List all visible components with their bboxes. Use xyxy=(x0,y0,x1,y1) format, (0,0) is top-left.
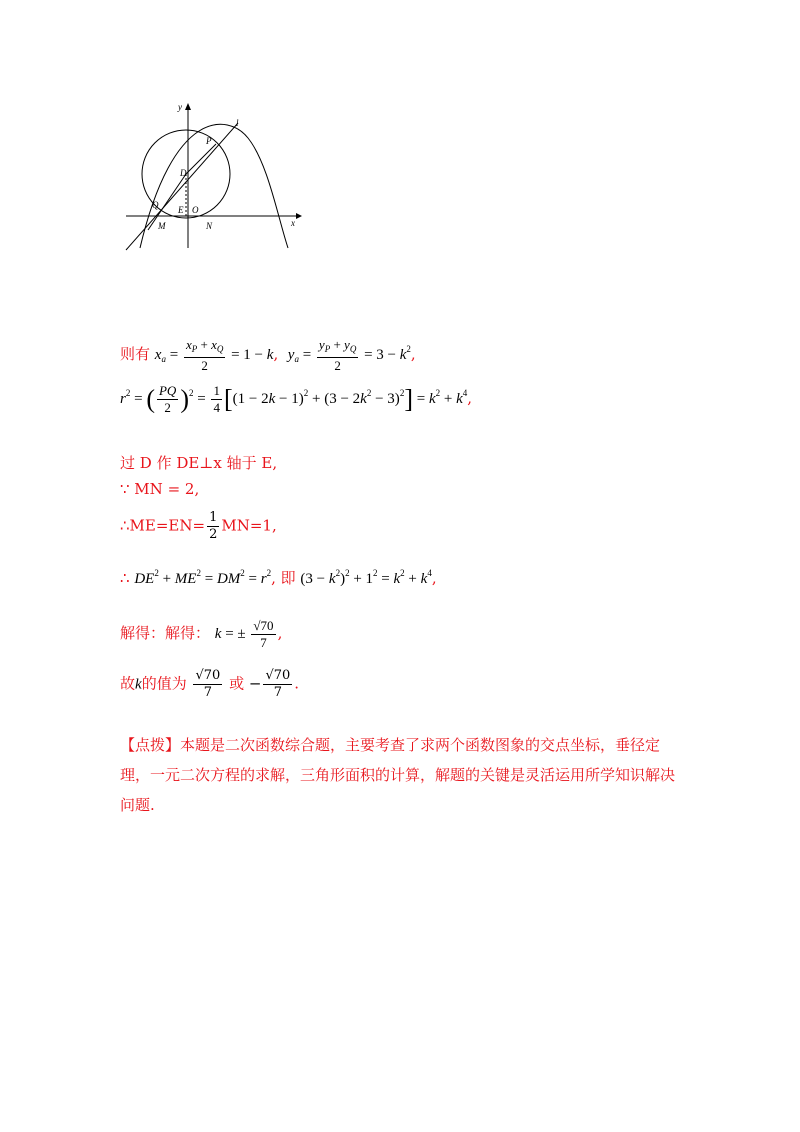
line5-prefix: ∴ME=EN= xyxy=(120,516,206,535)
formula-equation: $(3 - k^2)^2 + 1^2 = k^2 + k^4$ xyxy=(300,568,432,587)
solution-line-mn: ∵ MN = 2, xyxy=(120,480,200,498)
line5-suffix: MN=1, xyxy=(221,516,277,535)
label-x: x xyxy=(291,218,295,228)
line6-prefix: ∴ xyxy=(120,569,130,587)
formula-pythagoras: $DE^2 + ME^2 = DM^2 = r^2$ xyxy=(134,568,272,587)
solution-line-midpoint: 则有 $x_a$ = $\frac{x_P + x_Q}{2}$ = 1 − k, $y_a$ = $\frac{y_P + y_Q}{2}$ = $3 - k^2$, xyxy=(120,337,416,373)
label-y: y xyxy=(178,102,182,112)
label-d: D xyxy=(180,168,187,178)
line7-prefix: 解得：解得： xyxy=(120,623,211,642)
label-o: O xyxy=(192,205,199,215)
formula-ya: $y_a$ = $\frac{y_P + y_Q}{2}$ = $3 - k^2$ xyxy=(287,337,411,373)
y-axis-arrow-icon xyxy=(185,103,191,110)
label-q: Q xyxy=(152,200,159,210)
label-l: l xyxy=(236,118,239,128)
x-axis-arrow-icon xyxy=(296,213,302,219)
solution-line-solve: 解得：解得： k = ± $\frac{√70}{7}$ , xyxy=(120,618,283,650)
label-n: N xyxy=(206,221,213,231)
line6-mid: 即 xyxy=(280,569,296,587)
line8-mid: 的值为 xyxy=(141,674,187,693)
formula-k: k = ± $\frac{√70}{7}$ xyxy=(214,618,274,650)
label-p: P xyxy=(206,136,212,146)
line-l xyxy=(126,123,238,250)
label-m: M xyxy=(158,221,166,231)
solution-line-pythagoras: ∴ $DE^2 + ME^2 = DM^2 = r^2$, 即 $(3 - k^2)^2 + 1^2 = k^2 + k^4$, xyxy=(120,568,437,587)
geometry-figure xyxy=(118,98,308,258)
formula-xa: $x_a$ = $\frac{x_P + x_Q}{2}$ = 1 − k xyxy=(154,337,274,373)
solution-line-radius: $r^2$ = ( $\frac{PQ}{2}$ )$^2$ = $\frac{1}{4}$ $[(1 - 2k - 1)^2 + (3 - 2k^2 - 3)^2] = k^2 + k^4$, xyxy=(120,383,473,415)
line8-prefix: 故 xyxy=(120,674,136,693)
hint-paragraph: 【点拨】本题是二次函数综合题，主要考查了求两个函数图象的交点坐标，垂径定理，一元二次方程的求解，三角形面积的计算，解题的关键是灵活运用所学知识解决问题. xyxy=(120,736,676,814)
variable-k: k xyxy=(135,676,142,693)
solution-line-me: ∴ME=EN= $\frac{1}{2}$ MN=1, xyxy=(120,510,277,542)
formula-r2: $r^2$ = ( $\frac{PQ}{2}$ )$^2$ = $\frac{1}{4}$ $[(1 - 2k - 1)^2 + (3 - 2k^2 - 3)^2] = k^2 + k^4$ xyxy=(120,383,468,415)
solution-line-perpendicular: 过 D 作 DE⊥x 轴于 E, xyxy=(120,454,278,472)
solution-line-answer: 故k的值为 $\frac{√70}{7}$ 或 − $\frac{√70}{7}$ . xyxy=(120,668,300,700)
segment-dp xyxy=(186,144,216,174)
label-e: E xyxy=(178,205,184,215)
line8-or: 或 xyxy=(229,674,245,693)
line1-prefix: 则有 xyxy=(120,344,151,363)
